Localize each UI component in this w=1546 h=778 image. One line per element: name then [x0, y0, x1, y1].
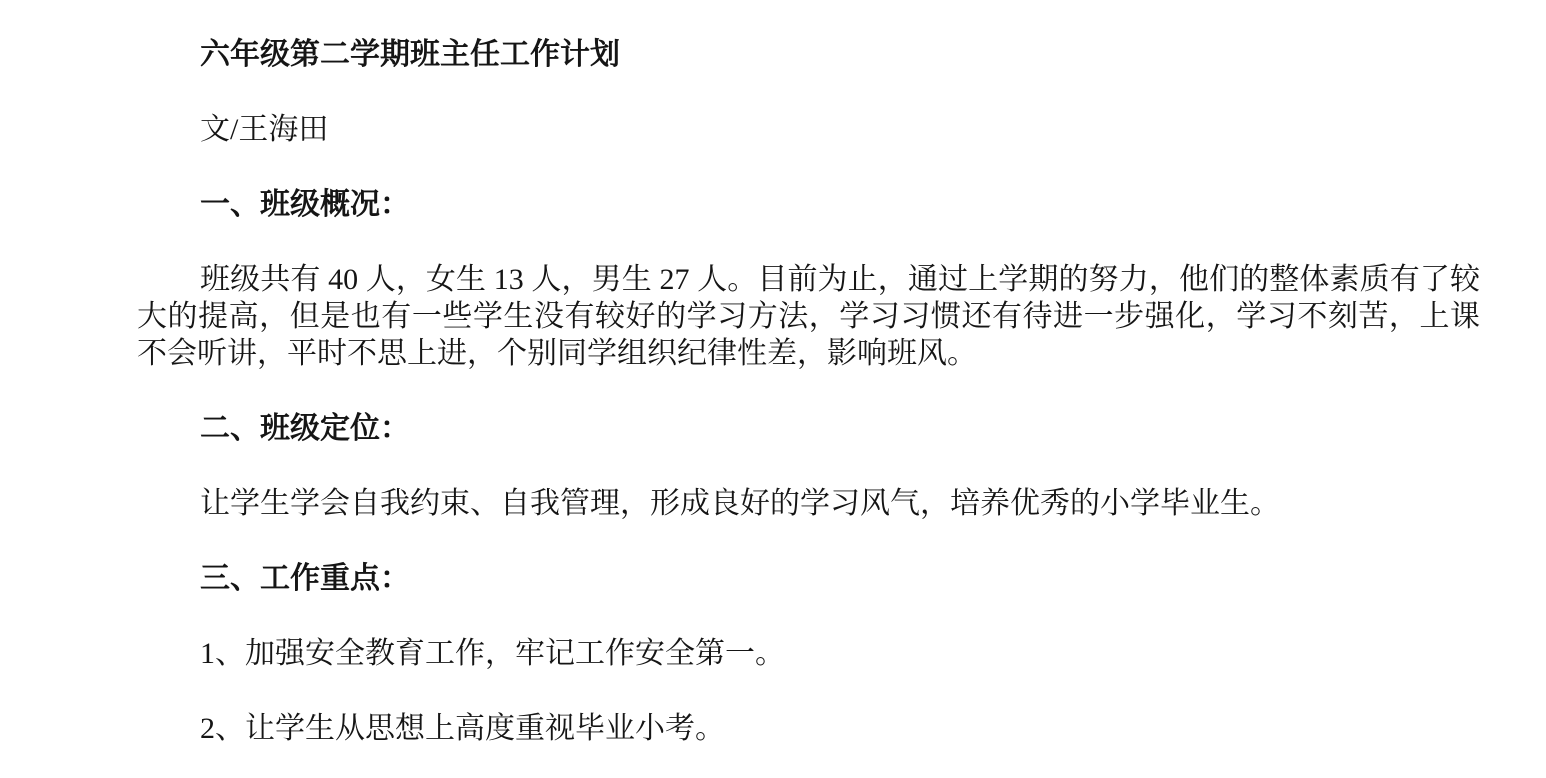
document-body — [137, 186, 1480, 747]
list-item: 1、加强安全教育工作，牢记工作安全第一。 — [200, 637, 785, 670]
document-title: 六年级第二学期班主任工作计划 — [200, 38, 620, 71]
paragraph: 班级共有 40 人，女生 13 人，男生 27 人。目前为止，通过上学期的努力，他们的整体素质有了较大的提高，但是也有一些学生没有较好的学习方法，学习习惯还有待进一步强化，学习不刻苦，上课不会听讲，平时不思上进，个别同学组织纪律性差，影响班风。 — [137, 263, 1480, 370]
document-byline: 文/王海田 — [200, 113, 329, 146]
section-heading: 二、班级定位： — [200, 412, 410, 445]
list-item: 2、让学生从思想上高度重视毕业小考。 — [200, 712, 725, 745]
section-heading: 三、工作重点： — [200, 562, 410, 595]
section-heading: 一、班级概况： — [200, 188, 410, 221]
paragraph: 让学生学会自我约束、自我管理，形成良好的学习风气，培养优秀的小学毕业生。 — [200, 487, 1280, 520]
